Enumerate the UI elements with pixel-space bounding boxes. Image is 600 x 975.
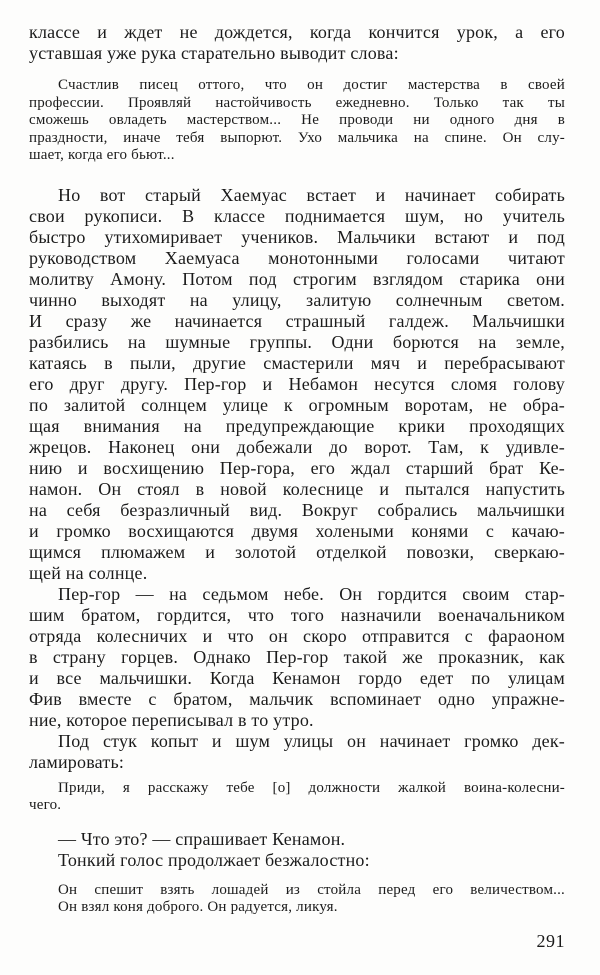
text-line: в страну горцев. Однако Пер-гор такой же проказник, как bbox=[29, 646, 565, 667]
text-line: свои рукописи. В классе поднимается шум, но учитель bbox=[29, 205, 565, 226]
text-line: профессии. Проявляй настойчивость ежедневно. Только так ты bbox=[29, 94, 565, 111]
text-line: шим братом, гордится, что того назначили военачальником bbox=[29, 604, 565, 625]
text-line: по залитой солнцем улице к огромным воротам, не обра- bbox=[29, 394, 565, 415]
text-line: руководством Хаемуаса монотонными голосами читают bbox=[29, 247, 565, 268]
text-line: классе и ждет не дождется, когда кончится урок, а его bbox=[29, 22, 565, 42]
paragraph-pergor-proud bbox=[29, 584, 565, 731]
paragraph-declaim-intro bbox=[29, 731, 565, 773]
text-line: сможешь овладеть мастерством... Не проводи ни одного дня в bbox=[29, 112, 565, 128]
text-line: его друг другу. Пер-гор и Небамон несутся сломя голову bbox=[29, 373, 565, 394]
text-line: жрецов. Наконец они добежали до ворот. Там, к удивле- bbox=[29, 436, 565, 457]
text-line: щая внимания на предупреждающие крики проходящих bbox=[29, 415, 565, 436]
page-number: 291 bbox=[536, 930, 565, 951]
text-line: и громко восхищаются двумя холеными конями с качаю- bbox=[29, 520, 565, 541]
text-line: молитву Амону. Потом под строгим взглядом старика они bbox=[29, 268, 565, 289]
text-line: намон. Он стоял в новой колеснице и пытался напустить bbox=[29, 478, 565, 499]
text-line: щей на солнце. bbox=[29, 562, 148, 583]
text-line: ламировать: bbox=[29, 751, 125, 772]
paragraph-thin-voice bbox=[29, 850, 565, 871]
text-line: ние, которое переписывал в то утро. bbox=[29, 709, 314, 730]
text-line: Фив вместе с братом, мальчик вспоминает одно упражне- bbox=[29, 688, 565, 709]
text-line: катаясь в пыли, другие смастерили мяч и перебрасывают bbox=[29, 352, 565, 373]
text-line: Он спешит взять лошадей из стойла перед его величеством... bbox=[58, 881, 565, 898]
paragraph-khaemuas-class bbox=[29, 185, 565, 584]
text-line: Пер-гор — на седьмом небе. Он гордится своим стар- bbox=[58, 583, 565, 604]
text-line: отряда колесничих и что он скоро отправится с фараоном bbox=[29, 625, 565, 646]
text-line: чего. bbox=[29, 797, 62, 813]
text-line: Тонкий голос продолжает безжалостно: bbox=[58, 849, 370, 870]
text-line: И сразу же начинается страшный галдеж. Мальчишки bbox=[29, 310, 565, 331]
text-line: и все мальчишки. Когда Кенамон гордо едет по улицам bbox=[29, 667, 565, 688]
text-line: быстро утихомиривает учеников. Мальчики встают и под bbox=[29, 226, 565, 247]
text-line: Счастлив писец оттого, что он достиг мастерства в своей bbox=[58, 77, 565, 93]
text-line: Под стук копыт и шум улицы он начинает громко дек- bbox=[58, 730, 565, 751]
text-line: Приди, я расскажу тебе [о] должности жалкой воина-колесни- bbox=[58, 779, 565, 796]
text-line: щимся плюмажем и золотой отделкой повозки, сверкаю- bbox=[29, 541, 565, 562]
paragraph-dialogue-kenamon bbox=[29, 829, 565, 850]
text-line: — Что это? — спрашивает Кенамон. bbox=[58, 828, 346, 849]
text-line: уставшая уже рука старательно выводит слова: bbox=[29, 43, 399, 63]
text-line: разбились на шумные группы. Одни борются на земле, bbox=[29, 331, 565, 352]
block-quote-charioteer bbox=[29, 780, 565, 815]
paragraph-continuation bbox=[29, 22, 565, 64]
text-line: Но вот старый Хаемуас встает и начинает собирать bbox=[58, 184, 565, 205]
text-line: нию и восхищению Пер-гора, его ждал старший брат Ке- bbox=[29, 457, 565, 478]
block-quote-scribe-exercise bbox=[29, 77, 565, 165]
block-quote-horses-verse bbox=[29, 882, 565, 917]
text-line: шает, когда его бьют... bbox=[29, 147, 175, 163]
text-line: праздности, иначе тебя выпорют. Ухо мальчика на спине. Он слу- bbox=[29, 129, 565, 146]
text-line: Он взял коня доброго. Он радуется, ликуя. bbox=[58, 899, 338, 915]
text-line: на себя безразличный вид. Вокруг собрались мальчишки bbox=[29, 499, 565, 520]
text-line: чинно выходят на улицу, залитую солнечным светом. bbox=[29, 289, 565, 310]
